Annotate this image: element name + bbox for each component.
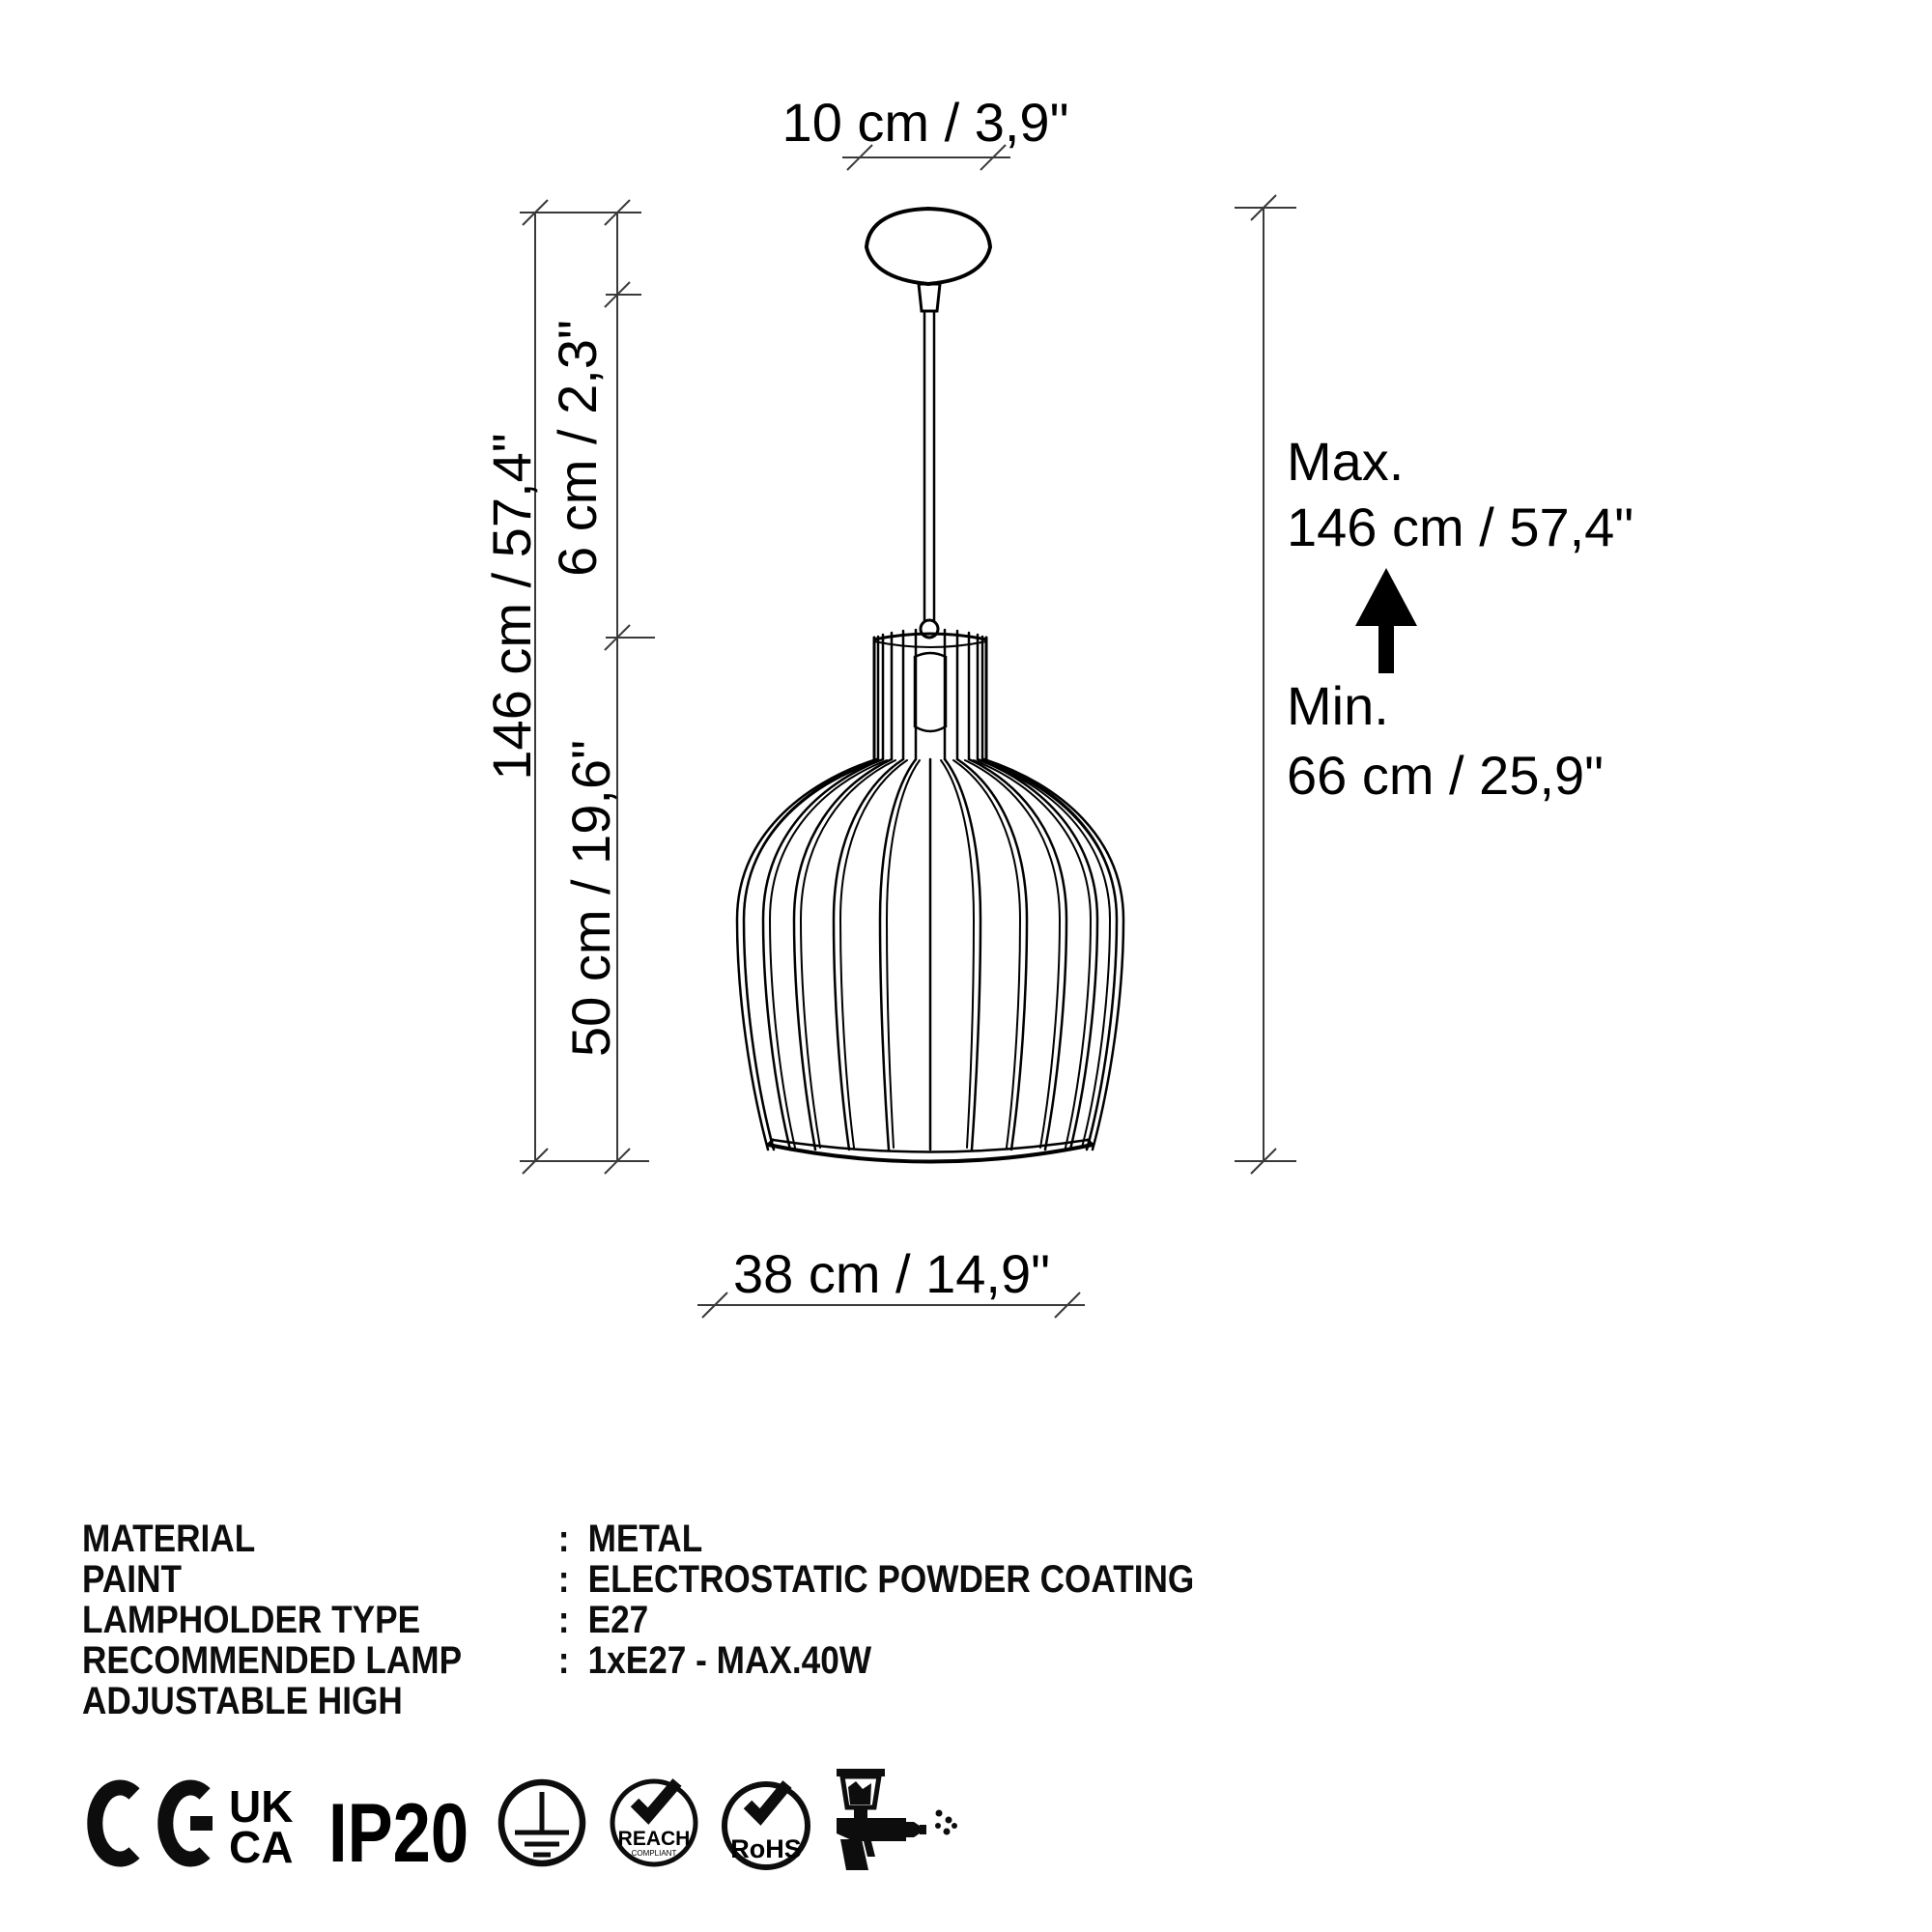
dim-label-shade-height: 50 cm / 19,6" bbox=[560, 739, 621, 1058]
spec-label: RECOMMENDED LAMP bbox=[82, 1639, 463, 1682]
protective-earth-icon bbox=[501, 1782, 582, 1863]
dim-label-shade-width: 38 cm / 14,9" bbox=[732, 1243, 1051, 1304]
rohs-label: RoHS bbox=[730, 1834, 802, 1863]
spec-label: PAINT bbox=[82, 1558, 182, 1601]
pendant-lamp-drawing bbox=[737, 209, 1123, 1162]
spec-label: MATERIAL bbox=[82, 1518, 256, 1560]
spec-separator: : bbox=[557, 1639, 570, 1682]
spec-value: ELECTROSTATIC POWDER COATING bbox=[587, 1558, 1195, 1601]
spec-row-paint bbox=[82, 1559, 1194, 1600]
rohs-badge-icon bbox=[724, 1784, 808, 1867]
spec-label: LAMPHOLDER TYPE bbox=[82, 1599, 421, 1641]
dim-label-cable-width: 10 cm / 3,9" bbox=[781, 92, 1069, 153]
spec-value: METAL bbox=[587, 1518, 703, 1560]
spec-value: E27 bbox=[587, 1599, 649, 1641]
max-label: Max. bbox=[1287, 431, 1405, 492]
ukca-mark-icon bbox=[229, 1781, 293, 1872]
min-value: 66 cm / 25,9" bbox=[1287, 745, 1605, 806]
spec-table bbox=[82, 1519, 1194, 1721]
spec-value: 1xE27 - MAX.40W bbox=[587, 1639, 872, 1682]
spec-separator bbox=[558, 1681, 588, 1721]
canopy-shape bbox=[867, 209, 990, 284]
dim-label-canopy-height: 6 cm / 2,3" bbox=[547, 320, 608, 577]
cage-ribs bbox=[737, 759, 1123, 1150]
spec-row-lampholder bbox=[82, 1600, 1194, 1640]
max-value: 146 cm / 57,4" bbox=[1287, 497, 1634, 557]
canopy-connector bbox=[919, 284, 940, 311]
spec-label: ADJUSTABLE HIGH bbox=[82, 1680, 403, 1722]
ukca-line2: CA bbox=[229, 1822, 294, 1872]
spec-separator: : bbox=[557, 1599, 570, 1641]
spec-row-recommended-lamp bbox=[82, 1640, 1194, 1681]
reach-label: REACH bbox=[617, 1828, 691, 1850]
ce-mark-icon bbox=[95, 1788, 213, 1860]
spec-row-material bbox=[82, 1519, 1194, 1559]
spec-separator: : bbox=[557, 1518, 570, 1560]
spec-row-adjustable-high bbox=[82, 1681, 1194, 1721]
cage-neck bbox=[874, 630, 986, 761]
spray-gun-icon bbox=[837, 1769, 957, 1870]
reach-sublabel: COMPLIANT bbox=[631, 1849, 677, 1858]
ip-rating-label: IP20 bbox=[328, 1786, 469, 1880]
reach-badge-icon bbox=[612, 1781, 696, 1864]
dimension-lines bbox=[520, 145, 1296, 1318]
ukca-line1: UK bbox=[229, 1781, 294, 1832]
lamp-socket bbox=[915, 653, 946, 731]
min-label: Min. bbox=[1287, 675, 1389, 736]
spec-separator: : bbox=[557, 1558, 570, 1601]
up-arrow-icon bbox=[1355, 568, 1417, 673]
dim-label-total-height: 146 cm / 57,4" bbox=[481, 433, 542, 781]
spec-value bbox=[588, 1681, 1195, 1721]
